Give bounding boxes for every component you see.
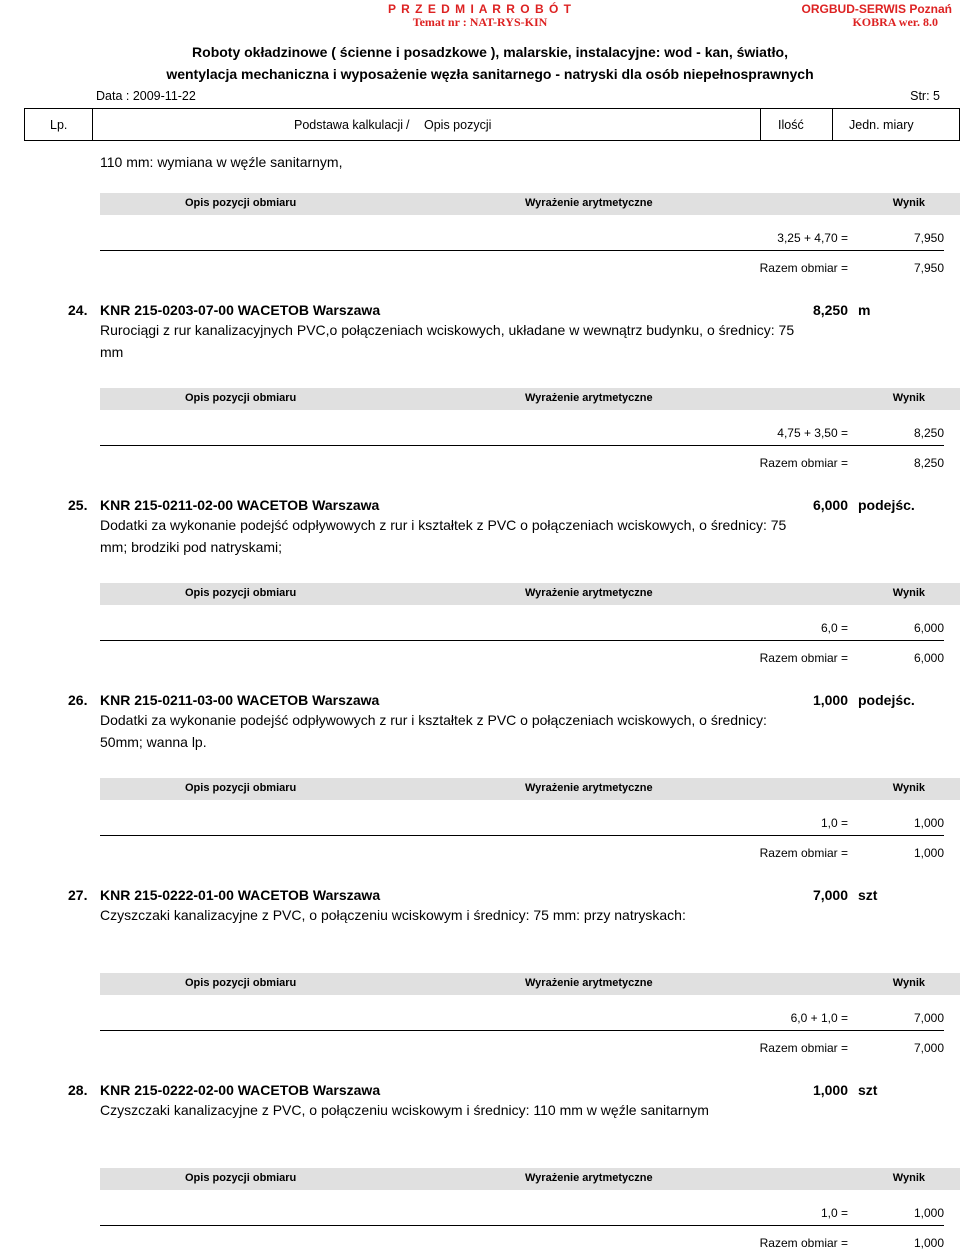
document-title-line1: Roboty okładzinowe ( ścienne i posadzkowe ), malarskie, instalacyjne: wod - kan, światło,	[192, 44, 788, 60]
col-separator	[92, 108, 93, 140]
measure-header-desc: Opis pozycji obmiaru	[185, 977, 297, 989]
position-quantity: 6,000	[812, 497, 848, 513]
measure-header-desc: Opis pozycji obmiaru	[185, 1172, 297, 1184]
measure-header	[100, 583, 960, 605]
measure-header-result: Wynik	[892, 977, 925, 989]
col-lp: Lp.	[50, 118, 68, 132]
measure-result: 1,000	[913, 1206, 944, 1220]
col-separator	[832, 108, 833, 140]
position-number: 25.	[68, 497, 88, 513]
position-code: KNR 215-0203-07-00 WACETOB Warszawa	[100, 302, 381, 318]
position-number: 27.	[68, 887, 88, 903]
position-unit: m	[858, 302, 871, 318]
position-description: Czyszczaki kanalizacyjne z PVC, o połączeniu wciskowym i średnicy: 75 mm: przy natryskach:	[100, 907, 686, 923]
position-number: 26.	[68, 692, 88, 708]
measure-result: 1,000	[913, 816, 944, 830]
measure-header-result: Wynik	[892, 782, 925, 794]
measure-expression: 4,75 + 3,50 =	[777, 426, 848, 440]
measure-header	[100, 193, 960, 215]
measure-header-desc: Opis pozycji obmiaru	[185, 587, 297, 599]
measure-expression: 1,0 =	[820, 1206, 848, 1220]
measure-header-expr: Wyrażenie arytmetyczne	[525, 782, 653, 794]
page-number: Str: 5	[910, 89, 940, 103]
measure-result: 7,950	[913, 231, 944, 245]
measure-header-expr: Wyrażenie arytmetyczne	[525, 197, 653, 209]
total-value: 7,000	[913, 1041, 944, 1055]
total-label: Razem obmiar =	[759, 846, 848, 860]
measure-header-result: Wynik	[892, 587, 925, 599]
measure-header	[100, 388, 960, 410]
measure-header-result: Wynik	[892, 197, 925, 209]
total-label: Razem obmiar =	[759, 456, 848, 470]
total-label: Razem obmiar =	[759, 1236, 848, 1250]
position-code: KNR 215-0222-01-00 WACETOB Warszawa	[100, 887, 381, 903]
position-description: Dodatki za wykonanie podejść odpływowych z rur i kształtek z PVC o połączeniach wciskowych, o średnicy: 75 mm; brodziki pod natryskami;	[100, 517, 787, 555]
measure-header-result: Wynik	[892, 1172, 925, 1184]
measure-expression: 6,0 + 1,0 =	[790, 1011, 848, 1025]
position-code: KNR 215-0222-02-00 WACETOB Warszawa	[100, 1082, 381, 1098]
position-quantity: 8,250	[812, 302, 848, 318]
position-code: KNR 215-0211-02-00 WACETOB Warszawa	[100, 497, 380, 513]
col-unit: Jedn. miary	[849, 118, 914, 132]
continuation-description: 110 mm: wymiana w węźle sanitarnym,	[100, 154, 343, 170]
column-header-top-rule	[24, 108, 960, 109]
column-header-bottom-rule	[24, 140, 960, 141]
measure-header-desc: Opis pozycji obmiaru	[185, 782, 297, 794]
measure-expression: 1,0 =	[820, 816, 848, 830]
measure-header	[100, 1168, 960, 1190]
measure-header-expr: Wyrażenie arytmetyczne	[525, 587, 653, 599]
measure-rule	[100, 250, 944, 251]
total-value: 1,000	[913, 846, 944, 860]
measure-header-desc: Opis pozycji obmiaru	[185, 392, 297, 404]
position-unit: podejśc.	[858, 497, 915, 513]
col-slash: /	[406, 118, 410, 132]
measure-result: 8,250	[913, 426, 944, 440]
col-separator	[760, 108, 761, 140]
col-desc: Opis pozycji	[424, 118, 492, 132]
measure-expression: 3,25 + 4,70 =	[777, 231, 848, 245]
measure-rule	[100, 835, 944, 836]
position-quantity: 7,000	[812, 887, 848, 903]
measure-expression: 6,0 =	[820, 621, 848, 635]
position-description: Rurociągi z rur kanalizacyjnych PVC,o połączeniach wciskowych, układane w wewnątrz budynku, o średnicy: 75 mm	[100, 322, 795, 360]
document-date: Data : 2009-11-22	[96, 89, 196, 103]
col-separator	[24, 108, 25, 140]
position-code: KNR 215-0211-03-00 WACETOB Warszawa	[100, 692, 380, 708]
position-description: Dodatki za wykonanie podejść odpływowych z rur i kształtek z PVC o połączeniach wciskowych, o średnicy: 50mm; wanna lp.	[100, 712, 767, 750]
total-label: Razem obmiar =	[759, 651, 848, 665]
position-number: 28.	[68, 1082, 88, 1098]
position-quantity: 1,000	[812, 1082, 848, 1098]
total-value: 6,000	[913, 651, 944, 665]
measure-header-result: Wynik	[892, 392, 925, 404]
measure-header-expr: Wyrażenie arytmetyczne	[525, 1172, 653, 1184]
total-label: Razem obmiar =	[759, 1041, 848, 1055]
measure-header	[100, 973, 960, 995]
temat-label: Temat nr : NAT-RYS-KIN	[412, 15, 548, 29]
measure-result: 7,000	[913, 1011, 944, 1025]
measure-rule	[100, 1225, 944, 1226]
position-number: 24.	[68, 302, 88, 318]
total-value: 8,250	[913, 456, 944, 470]
position-unit: szt	[858, 887, 878, 903]
position-unit: szt	[858, 1082, 878, 1098]
total-label: Razem obmiar =	[759, 261, 848, 275]
position-quantity: 1,000	[812, 692, 848, 708]
total-value: 1,000	[913, 1236, 944, 1250]
measure-header	[100, 778, 960, 800]
measure-rule	[100, 640, 944, 641]
program-version: KOBRA wer. 8.0	[852, 15, 938, 29]
measure-result: 6,000	[913, 621, 944, 635]
measure-header-expr: Wyrażenie arytmetyczne	[525, 977, 653, 989]
position-unit: podejśc.	[858, 692, 915, 708]
measure-header-expr: Wyrażenie arytmetyczne	[525, 392, 653, 404]
document-title-line2: wentylacja mechaniczna i wyposażenie węzła sanitarnego - natryski dla osób niepełnosprawnych	[166, 66, 814, 82]
measure-rule	[100, 445, 944, 446]
position-description: Czyszczaki kanalizacyjne z PVC, o połączeniu wciskowym i średnicy: 110 mm w węźle sanitarnym	[100, 1102, 709, 1118]
measure-header-desc: Opis pozycji obmiaru	[185, 197, 297, 209]
measure-rule	[100, 1030, 944, 1031]
program-title: P R Z E D M I A R R O B Ó T	[388, 2, 572, 16]
col-basis: Podstawa kalkulacji	[294, 118, 404, 132]
col-qty: Ilość	[778, 118, 804, 132]
firm-name: ORGBUD-SERWIS Poznań	[801, 2, 952, 16]
total-value: 7,950	[913, 261, 944, 275]
